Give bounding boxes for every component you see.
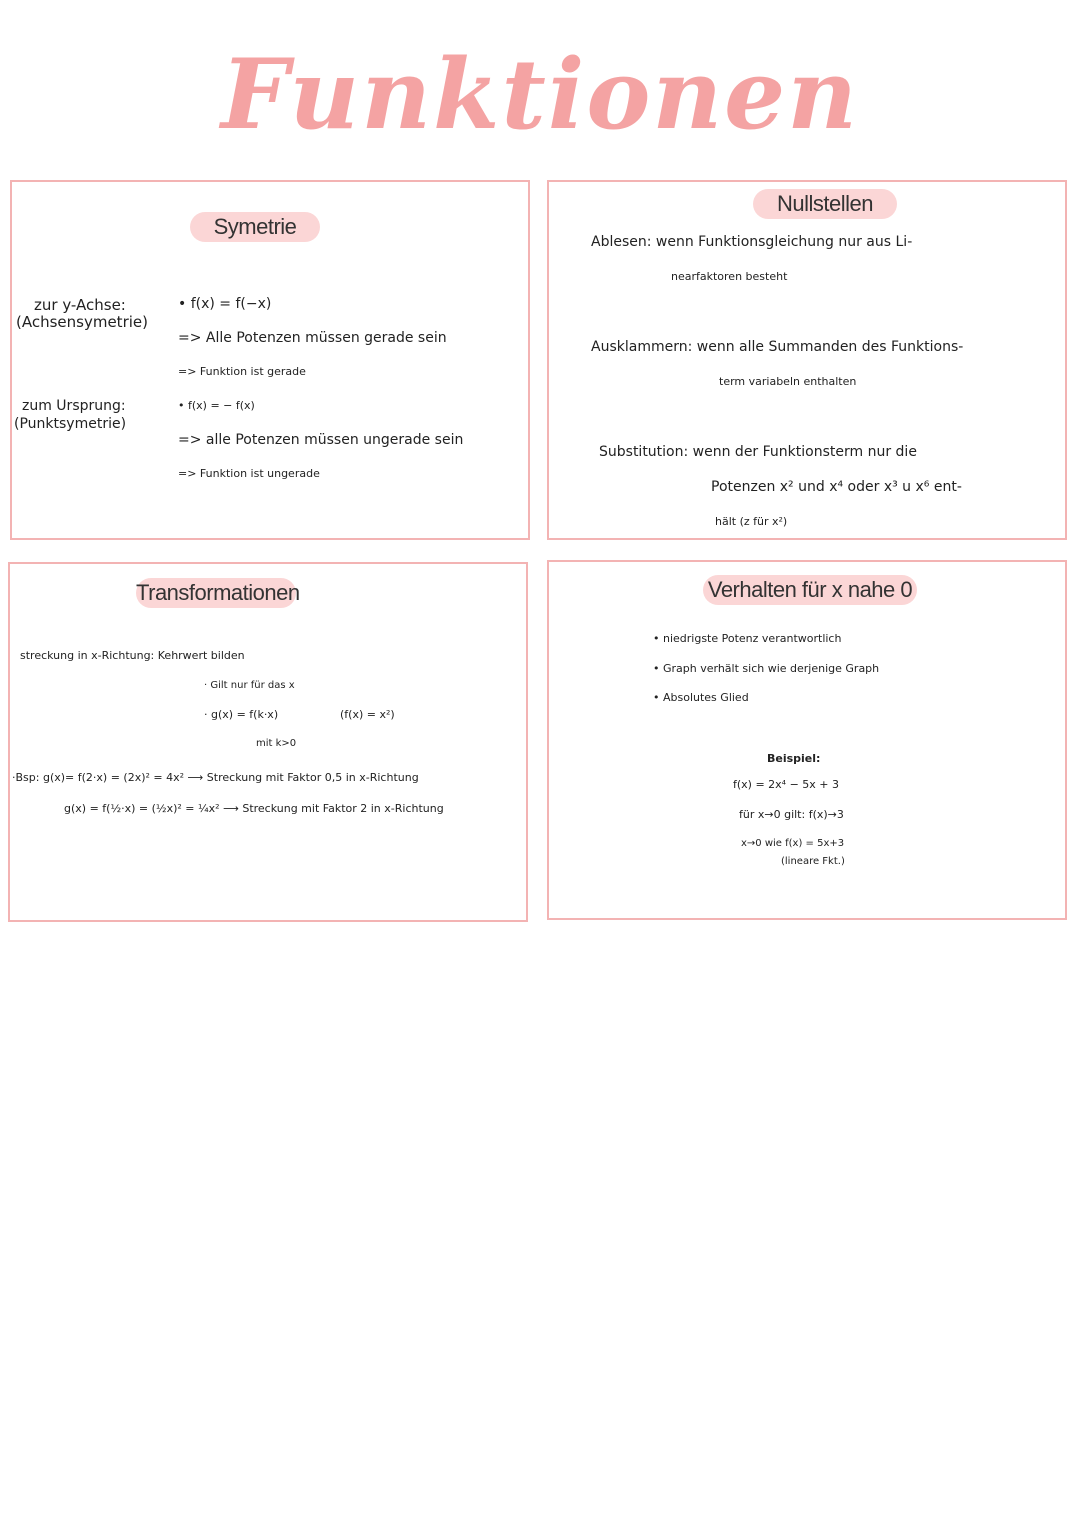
- verhalten-heading: Verhalten für x nahe 0: [703, 575, 917, 605]
- y-axis-sublabel: (Achsensymetrie): [16, 313, 148, 331]
- y-axis-label: zur y-Achse:: [34, 296, 126, 314]
- nullstellen-card: [547, 180, 1067, 540]
- origin-sublabel: (Punktsymetrie): [14, 416, 127, 432]
- origin-rule-2: => Funktion ist ungerade: [178, 467, 320, 480]
- beispiel-limit: für x→0 gilt: f(x)→3: [739, 808, 844, 821]
- ausklammern-line-1: Ausklammern: wenn alle Summanden des Funktions-: [591, 339, 964, 355]
- verhalten-bullet-1: • niedrigste Potenz verantwortlich: [653, 632, 842, 645]
- g-formula: · g(x) = f(k·x): [204, 708, 279, 721]
- verhalten-bullet-3: • Absolutes Glied: [653, 691, 749, 704]
- substitution-line-1: Substitution: wenn der Funktionsterm nur die: [599, 444, 917, 460]
- verhalten-card: [547, 560, 1067, 920]
- beispiel-label: Beispiel:: [767, 752, 821, 765]
- y-rule-1: => Alle Potenzen müssen gerade sein: [178, 330, 447, 346]
- gilt-note: · Gilt nur für das x: [204, 680, 295, 691]
- example-1: ·Bsp: g(x)= f(2·x) = (2x)² = 4x² ⟶ Streckung mit Faktor 0,5 in x-Richtung: [12, 771, 419, 784]
- example-2: g(x) = f(½·x) = (½x)² = ¼x² ⟶ Streckung mit Faktor 2 in x-Richtung: [64, 802, 444, 815]
- origin-label: zum Ursprung:: [22, 398, 126, 414]
- substitution-line-2: Potenzen x² und x⁴ oder x³ u x⁶ ent-: [711, 479, 962, 495]
- verhalten-bullet-2: • Graph verhält sich wie derjenige Graph: [653, 662, 880, 675]
- symetrie-heading: Symetrie: [190, 212, 320, 242]
- page-title: Funktionen: [220, 38, 860, 151]
- k-condition: mit k>0: [256, 738, 297, 749]
- streckung-rule: streckung in x-Richtung: Kehrwert bilden: [20, 649, 245, 662]
- substitution-line-3: hält (z für x²): [715, 515, 788, 528]
- nullstellen-heading: Nullstellen: [753, 189, 897, 219]
- ablesen-line-1: Ablesen: wenn Funktionsgleichung nur aus Li-: [591, 234, 913, 250]
- beispiel-linear: x→0 wie f(x) = 5x+3: [741, 838, 845, 849]
- origin-rule-1: => alle Potenzen müssen ungerade sein: [178, 432, 464, 448]
- ausklammern-line-2: term variabeln enthalten: [719, 375, 857, 388]
- beispiel-formula: f(x) = 2x⁴ − 5x + 3: [733, 778, 840, 791]
- y-rule-2: => Funktion ist gerade: [178, 365, 306, 378]
- origin-formula: • f(x) = − f(x): [178, 399, 255, 412]
- transformationen-card: [8, 562, 528, 922]
- symetrie-card: [10, 180, 530, 540]
- transformationen-heading: Transformationen: [136, 578, 296, 608]
- f-definition: (f(x) = x²): [340, 708, 395, 721]
- y-formula: • f(x) = f(−x): [178, 296, 272, 312]
- ablesen-line-2: nearfaktoren besteht: [671, 270, 788, 283]
- beispiel-note: (lineare Fkt.): [781, 856, 845, 867]
